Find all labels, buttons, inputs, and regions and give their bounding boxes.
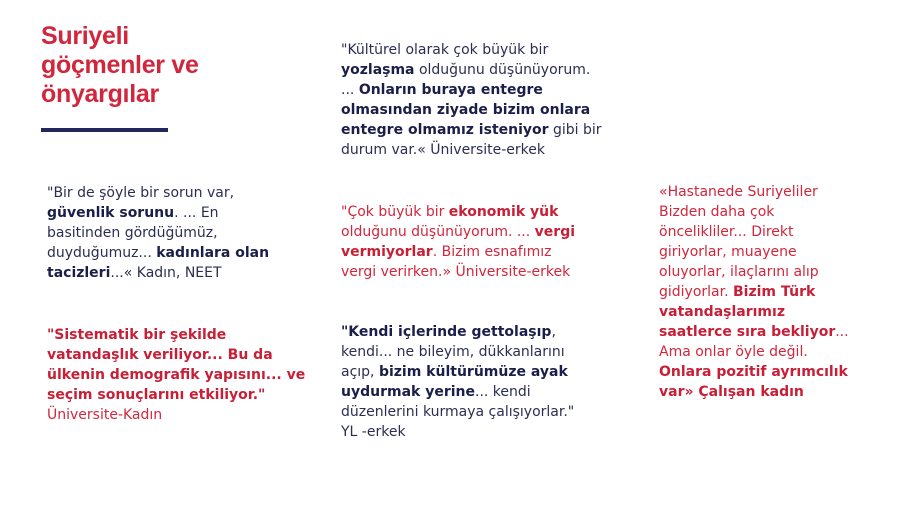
quote-line [47,345,305,365]
quote-line [659,362,849,382]
quote-emphasis: ülkenin demografik yapısını... ve [47,367,306,383]
quote-line [659,262,849,282]
quote-text: ... [835,324,849,340]
quote-line [341,60,602,80]
quote-text: ... [341,82,359,98]
quote-line [47,365,305,385]
quote-emphasis: bizim kültürümüze ayak [378,364,568,380]
quote-security [47,183,269,283]
quote-text: öncelikliler... Direkt [659,224,794,240]
quote-emphasis: tacizleri [47,265,111,281]
quote-text: gidiyorlar. [659,284,733,300]
quote-hospital [659,182,849,402]
quote-line [341,242,575,262]
quote-text: , [551,324,556,340]
quote-economic [341,202,575,282]
quote-text: giriyorlar, muayene [659,244,797,260]
quote-line [659,322,849,342]
quote-text: ... kendi [475,384,531,400]
quote-line [341,80,602,100]
quote-line [341,40,602,60]
quote-emphasis: Onlara pozitif ayrımcılık [659,364,848,380]
quote-line [659,282,849,302]
quote-text: "Bir de şöyle bir sorun var, [47,185,235,201]
title-underline [41,128,168,132]
quote-text: "Çok büyük bir [341,204,449,220]
slide-title [41,22,199,109]
quote-line [341,322,574,342]
quote-text: düzenlerini kurmaya çalışıyorlar." [341,404,575,420]
quote-line [659,302,849,322]
quote-emphasis: Onların buraya entegre [358,82,543,98]
quote-line [341,262,575,282]
quote-text: Bizden daha çok [659,204,775,220]
quote-line [47,203,269,223]
quote-emphasis: Bizim Türk [733,284,816,300]
quote-text: . ... En [174,205,219,221]
quote-text: durum var.« Üniversite-erkek [341,142,545,158]
quote-line [659,182,849,202]
quote-line [659,382,849,402]
quote-text: olduğunu düşünüyorum. [414,62,591,78]
quote-line [341,202,575,222]
quote-line [659,242,849,262]
quote-line [659,342,849,362]
quote-text: «Hastanede Suriyeliler [659,184,818,200]
title-line: önyargılar [41,80,159,108]
quote-text: YL -erkek [341,424,406,440]
quote-line [341,100,602,120]
quote-emphasis: kadınlara olan [156,245,270,261]
quote-emphasis: vatandaşlık veriliyor... Bu da [47,347,273,363]
quote-emphasis: yozlaşma [341,62,415,78]
quote-emphasis: entegre olmamız isteniyor [341,122,549,138]
quote-text: oluyorlar, ilaçlarını alıp [659,264,819,280]
quote-line [341,140,602,160]
title-line: göçmenler ve [41,51,199,79]
quote-emphasis: seçim sonuçlarını etkiliyor." [47,387,266,403]
quote-cultural [341,40,602,160]
quote-line [659,202,849,222]
quote-line [341,222,575,242]
quote-emphasis: "Kendi içlerinde gettolaşıp [341,324,552,340]
quote-text: . Bizim esnafımız [432,244,552,260]
quote-line [341,120,602,140]
quote-line [341,402,574,422]
quote-emphasis: güvenlik sorunu [47,205,175,221]
quote-text: Üniversite-Kadın [47,407,163,423]
quote-emphasis: var» Çalışan kadın [659,384,804,400]
quote-emphasis: ekonomik yük [448,204,559,220]
quote-line [341,382,574,402]
quote-emphasis: saatlerce sıra bekliyor [659,324,836,340]
quote-emphasis: olmasından ziyade bizim onlara [341,102,591,118]
quote-line [47,183,269,203]
quote-text: duyduğumuz... [47,245,157,261]
quote-line [47,385,305,405]
quote-emphasis: vatandaşlarımız [659,304,785,320]
quote-line [341,422,574,442]
quote-line [341,342,574,362]
title-line: Suriyeli [41,22,129,50]
quote-line [341,362,574,382]
quote-emphasis: vermiyorlar [341,244,433,260]
quote-line [47,325,305,345]
quote-text: "Kültürel olarak çok büyük bir [341,42,549,58]
quote-line [47,223,269,243]
quote-text: olduğunu düşünüyorum. ... [341,224,535,240]
quote-emphasis: "Sistematik bir şekilde [47,327,227,343]
quote-ghetto [341,322,574,442]
quote-text: açıp, [341,364,379,380]
quote-citizenship [47,325,305,425]
quote-text: vergi verirken.» Üniversite-erkek [341,264,571,280]
quote-text: kendi... ne bileyim, dükkanlarını [341,344,565,360]
quote-text: basitinden gördüğümüz, [47,225,218,241]
quote-text: ...« Kadın, NEET [110,265,222,281]
quote-text: Ama onlar öyle değil. [659,344,808,360]
quote-line [47,243,269,263]
quote-emphasis: vergi [534,224,576,240]
quote-line [659,222,849,242]
quote-emphasis: uydurmak yerine [341,384,475,400]
quote-line [47,263,269,283]
quote-text: gibi bir [548,122,602,138]
quote-line [47,405,305,425]
